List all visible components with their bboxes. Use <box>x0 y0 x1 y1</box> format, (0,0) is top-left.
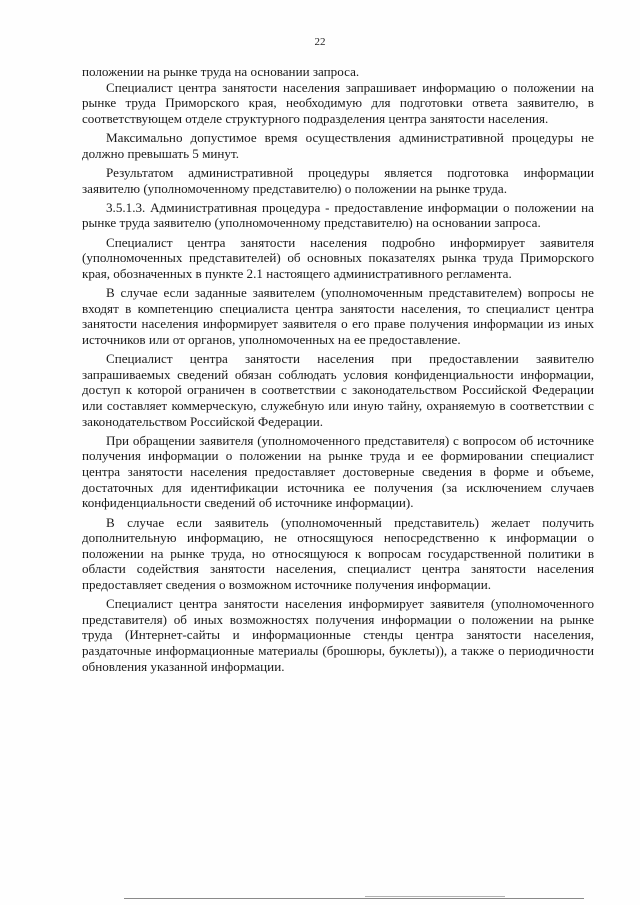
paragraph-source-of-info: При обращении заявителя (уполномоченного представителя) с вопросом об источнике получения информации о положении на рынке труда и ее формировании специалист центра занятости населения предоставляет достоверные сведения в форме и объеме, достаточных для идентификации источника ее получения (за исключением случаев конфиденциальности сведений об источнике информации). <box>82 432 594 511</box>
paragraph-informs-indicators: Специалист центра занятости населения подробно информирует заявителя (уполномоченных представителей) об основных показателях рынка труда Приморского края, обозначенных в пункте 2.1 настоящего административного регламента. <box>82 234 594 281</box>
paragraph-continuation: положении на рынке труда на основании запроса. <box>82 64 360 79</box>
paragraph-max-time: Максимально допустимое время осуществления административной процедуры не должно превышать 5 минут. <box>82 130 594 161</box>
footer-rule <box>124 898 584 899</box>
paragraph-confidentiality: Специалист центра занятости населения при предоставлении заявителю запрашиваемых сведений обязан соблюдать условия конфиденциальности информации, доступ к которой ограничен в соответствии с законодательством Российской Федерации или составляет коммерческую, служебную или иную тайну, охраняемую в соответствии с законодательством Российской Федерации. <box>82 351 594 429</box>
document-body <box>82 64 594 674</box>
footer-rule-short <box>365 896 505 897</box>
paragraph-result: Результатом административной процедуры является подготовка информации заявителю (уполномоченному представителю) о положении на рынке труда. <box>82 164 594 196</box>
paragraph-request-info: Специалист центра занятости населения запрашивает информацию о положении на рынке труда Приморского края, необходимую для подготовки ответа заявителю, в соответствующем отделе структурного подразделения центра занятости населения. <box>82 79 594 126</box>
page-number: 22 <box>314 36 326 48</box>
paragraph-other-possibilities: Специалист центра занятости населения информирует заявителя (уполномоченного представителя) об иных возможностях получения информации о положении на рынке труда (Интернет-сайты и информационные стенды центра занятости населения, раздаточные информационные материалы (брошюры, буклеты)), а также о периодичности обновления указанной информации. <box>82 596 594 674</box>
paragraph-procedure-3-5-1-3: 3.5.1.3. Административная процедура - предоставление информации о положении на рынке труда заявителю (уполномоченному представителю) на основании запроса. <box>82 199 594 231</box>
paragraph-not-in-competence: В случае если заданные заявителем (уполномоченным представителем) вопросы не входят в компетенцию специалиста центра занятости населения, то специалист центра занятости населения информирует заявителя о его праве получения информации из иных источников или от органов, уполномоченных на ее предоставление. <box>82 285 594 347</box>
paragraph-additional-info: В случае если заявитель (уполномоченный представитель) желает получить дополнительную информацию, не относящуюся непосредственно к информации о положении на рынке труда, но относящуюся к вопросам государственной политики в области содействия занятости населения, специалист центра занятости населения предоставляет сведения о возможном источнике получения информации. <box>82 514 594 592</box>
